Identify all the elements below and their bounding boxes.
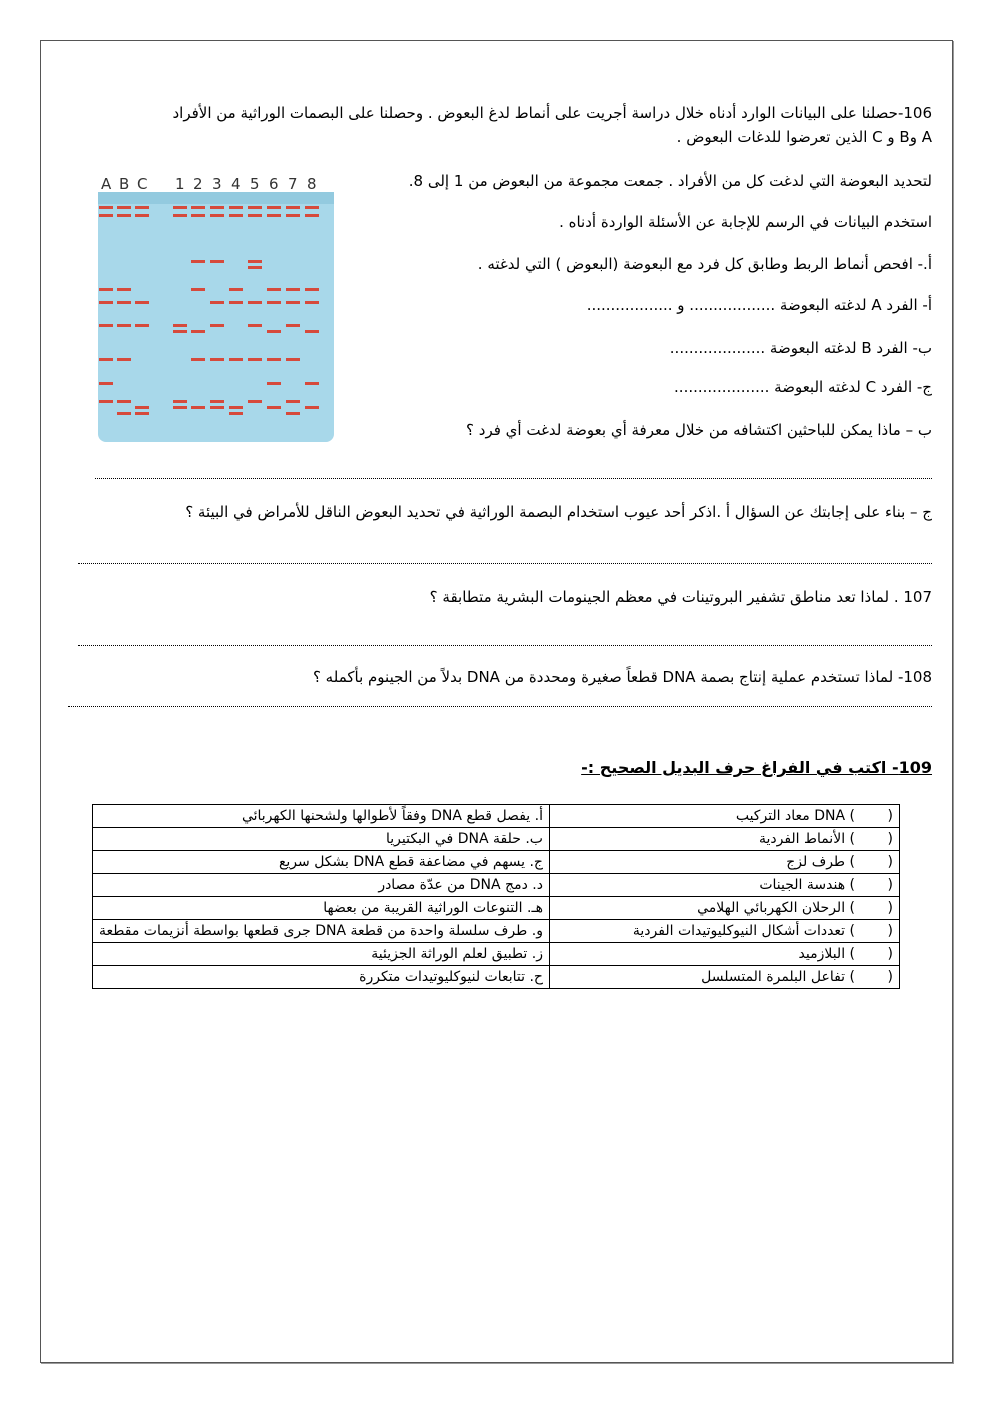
q109-title: 109- اكتب في الفراغ حرف البديل الصحيح :- (581, 758, 932, 777)
gel-band (210, 400, 224, 403)
q106-line5: أ.- افحص أنماط الربط وطابق كل فرد مع البعوضة (البعوض ) التي لدغته . (477, 255, 932, 273)
match-term-cell[interactable] (549, 897, 899, 920)
gel-band (117, 301, 131, 304)
match-term-cell[interactable] (549, 851, 899, 874)
match-definition: ح. تتابعات لنيوكليوتيدات متكررة (93, 966, 550, 989)
gel-band (191, 330, 205, 333)
answer-line (68, 706, 932, 707)
gel-band (267, 406, 281, 409)
table-row (93, 966, 900, 989)
gel-band (135, 412, 149, 415)
q106-answer-c: ج- الفرد C لدغته البعوضة .................... (674, 378, 932, 396)
gel-band (229, 206, 243, 209)
table-row (93, 943, 900, 966)
gel-band (267, 206, 281, 209)
answer-blank[interactable]: ( (887, 946, 893, 962)
answer-blank[interactable]: ( (887, 831, 893, 847)
lane-label: 5 (250, 175, 260, 193)
match-definition: و. طرف سلسلة واحدة من قطعة DNA جرى قطعها بواسطة أنزيمات مقطعة (93, 920, 550, 943)
gel-band (210, 358, 224, 361)
gel-band (135, 214, 149, 217)
match-term: ) هندسة الجينات (759, 877, 855, 893)
gel-band (305, 382, 319, 385)
gel-band (117, 324, 131, 327)
gel-band (305, 206, 319, 209)
gel-band (210, 214, 224, 217)
gel-band (210, 301, 224, 304)
answer-blank[interactable]: ( (887, 854, 893, 870)
gel-band (210, 260, 224, 263)
q106-line1: 106-حصلنا على البيانات الوارد أدناه خلال دراسة أجريت على أنماط لدغ البعوض . وحصلنا على البصمات الوراثية من الأفراد (172, 104, 932, 122)
gel-band (99, 400, 113, 403)
match-term-cell[interactable] (549, 943, 899, 966)
match-term-cell[interactable] (549, 874, 899, 897)
gel-band (286, 412, 300, 415)
gel-band (286, 400, 300, 403)
gel-band (286, 206, 300, 209)
gel-band (267, 330, 281, 333)
gel-band (267, 358, 281, 361)
gel-electrophoresis-image (84, 168, 337, 445)
table-row (93, 851, 900, 874)
gel-band (99, 382, 113, 385)
gel-band (267, 301, 281, 304)
q106-question-b: ب – ماذا يمكن للباحثين اكتشافه من خلال معرفة أي بعوضة لدغت أي فرد ؟ (466, 421, 932, 439)
gel-band (248, 206, 262, 209)
gel-band (117, 288, 131, 291)
gel-band (99, 324, 113, 327)
gel-band (248, 301, 262, 304)
gel-band (229, 358, 243, 361)
match-definition: ج. يسهم في مضاعفة قطع DNA بشكل سريع (93, 851, 550, 874)
gel-band (173, 406, 187, 409)
gel-band (191, 214, 205, 217)
gel-band (117, 358, 131, 361)
gel-band (99, 301, 113, 304)
q106-line2: A وB و C الذين تعرضوا للدغات البعوض . (676, 128, 932, 146)
gel-band (191, 358, 205, 361)
table-row (93, 805, 900, 828)
answer-blank[interactable]: ( (887, 923, 893, 939)
gel-band (267, 214, 281, 217)
gel-band (229, 288, 243, 291)
match-definition: أ. يفصل قطع DNA وفقاً لأطوالها ولشحنها الكهربائي (93, 805, 550, 828)
gel-band (191, 288, 205, 291)
answer-line (95, 478, 932, 479)
gel-band (191, 260, 205, 263)
gel-band (248, 266, 262, 269)
match-term-cell[interactable] (549, 828, 899, 851)
match-term: ) طرف لزج (786, 854, 855, 870)
match-definition: د. دمج DNA من عدّة مصادر (93, 874, 550, 897)
gel-band (173, 324, 187, 327)
match-term-cell[interactable] (549, 920, 899, 943)
gel-band (173, 330, 187, 333)
match-term: ) تفاعل البلمرة المتسلسل (701, 969, 855, 985)
gel-band (117, 206, 131, 209)
match-term: ) الرحلان الكهربائي الهلامي (697, 900, 855, 916)
gel-band (248, 324, 262, 327)
gel-band (210, 324, 224, 327)
gel-band (135, 206, 149, 209)
gel-band (210, 406, 224, 409)
gel-band (305, 214, 319, 217)
gel-band (99, 206, 113, 209)
gel-band (210, 206, 224, 209)
lane-label: 6 (269, 175, 279, 193)
gel-band (305, 406, 319, 409)
gel-band (267, 382, 281, 385)
lane-label: 4 (231, 175, 241, 193)
match-term: ) DNA معاد التركيب (735, 808, 855, 824)
table-row (93, 828, 900, 851)
gel-band (286, 214, 300, 217)
lane-label: B (119, 175, 130, 193)
gel-band (286, 324, 300, 327)
gel-band (305, 330, 319, 333)
table-row (93, 874, 900, 897)
gel-band (286, 288, 300, 291)
gel-slab (98, 192, 334, 442)
q107-text: 107 . لماذا تعد مناطق تشفير البروتينات في معظم الجينومات البشرية متطابقة ؟ (429, 588, 932, 606)
table-row (93, 897, 900, 920)
match-definition: ز. تطبيق لعلم الوراثة الجزيئية (93, 943, 550, 966)
gel-band (117, 214, 131, 217)
q106-question-c: ج – بناء على إجابتك عن السؤال أ .اذكر أحد عيوب استخدام البصمة الوراثية في تحديد البعوض الناقل للأمراض في البيئة ؟ (185, 503, 932, 521)
answer-blank[interactable]: ( (887, 808, 893, 824)
gel-band (248, 260, 262, 263)
gel-band (248, 214, 262, 217)
gel-band (229, 301, 243, 304)
answer-blank[interactable]: ( (887, 969, 893, 985)
gel-wells (98, 192, 334, 204)
gel-band (229, 214, 243, 217)
table-row (93, 920, 900, 943)
gel-band (229, 412, 243, 415)
match-definition: ب. حلقة DNA في البكتيريا (93, 828, 550, 851)
match-term-cell[interactable] (549, 966, 899, 989)
gel-band (173, 206, 187, 209)
gel-band (99, 358, 113, 361)
gel-band (267, 288, 281, 291)
answer-blank[interactable]: ( (887, 900, 893, 916)
gel-band (229, 406, 243, 409)
gel-band (99, 288, 113, 291)
gel-band (191, 406, 205, 409)
gel-band (248, 358, 262, 361)
gel-band (117, 400, 131, 403)
gel-band (173, 214, 187, 217)
gel-band (286, 358, 300, 361)
gel-band (135, 406, 149, 409)
matching-table (92, 804, 900, 989)
q106-answer-a: أ- الفرد A لدغته البعوضة .................. و .................. (586, 296, 932, 314)
gel-band (135, 324, 149, 327)
lane-label: A (101, 175, 112, 193)
match-term: ) البلازميد (798, 946, 855, 962)
gel-band (305, 288, 319, 291)
match-term-cell[interactable] (549, 805, 899, 828)
q106-line3: لتحديد البعوضة التي لدغت كل من الأفراد . جمعت مجموعة من البعوض من 1 إلى 8. (408, 172, 932, 190)
gel-band (305, 301, 319, 304)
match-definition: هـ. التنوعات الوراثية القريبة من بعضها (93, 897, 550, 920)
gel-band (117, 412, 131, 415)
gel-band (191, 206, 205, 209)
gel-band (135, 301, 149, 304)
lane-label: 2 (193, 175, 203, 193)
q108-text: 108- لماذا تستخدم عملية إنتاج بصمة DNA قطعاً صغيرة ومحددة من DNA بدلاً من الجينوم بأكمله ؟ (312, 668, 932, 686)
answer-blank[interactable]: ( (887, 877, 893, 893)
answer-line (78, 645, 932, 646)
answer-line (78, 563, 932, 564)
lane-label: 1 (175, 175, 185, 193)
lane-label: C (137, 175, 148, 193)
gel-band (286, 301, 300, 304)
gel-band (173, 400, 187, 403)
gel-band (99, 214, 113, 217)
q106-line4: استخدم البيانات في الرسم للإجابة عن الأسئلة الواردة أدناه . (559, 213, 932, 231)
q106-answer-b: ب- الفرد B لدغته البعوضة .................... (669, 339, 932, 357)
lane-label: 3 (212, 175, 222, 193)
gel-band (248, 400, 262, 403)
match-term: ) الأنماط الفردية (758, 831, 855, 847)
match-term: ) تعددات أشكال النيوكليوتيدات الفردية (632, 923, 855, 939)
lane-label: 7 (288, 175, 298, 193)
lane-label: 8 (307, 175, 317, 193)
